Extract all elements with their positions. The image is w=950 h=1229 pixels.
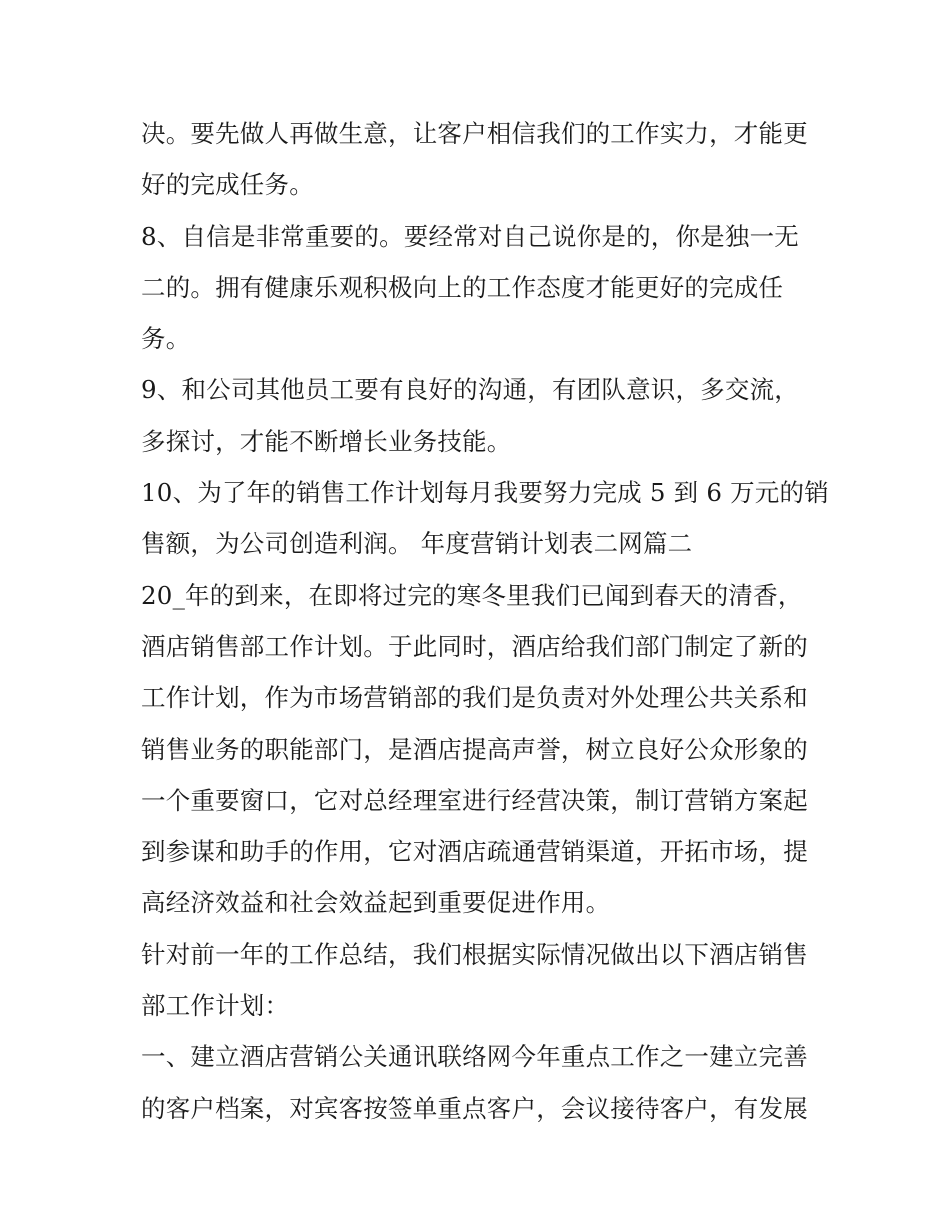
text-line: 8、自信是非常重要的。要经常对自己说你是的，你是独一无: [141, 221, 799, 251]
text-line: 销售业务的职能部门，是酒店提高声誉，树立良好公众形象的: [141, 734, 808, 764]
text-line: 到参谋和助手的作用，它对酒店疏通营销渠道，开拓市场，提: [141, 837, 808, 867]
text-line: 工作计划，作为市场营销部的我们是负责对外处理公共关系和: [141, 683, 808, 713]
text-line: 高经济效益和社会效益起到重要促进作用。: [141, 888, 611, 918]
text-line: 二的。拥有健康乐观积极向上的工作态度才能更好的完成任: [141, 272, 784, 302]
text-line: 好的完成任务。: [141, 170, 314, 200]
text-line: 部工作计划：: [141, 991, 290, 1021]
text-line: 多探讨，才能不断增长业务技能。: [141, 426, 512, 456]
text-line: 10、为了年的销售工作计划每月我要努力完成 5 到 6 万元的销: [141, 478, 829, 508]
text-line: 一个重要窗口，它对总经理室进行经营决策，制订营销方案起: [141, 785, 808, 815]
text-line: 20_年的到来，在即将过完的寒冬里我们已闻到春天的清香，: [141, 580, 803, 610]
text-line: 酒店销售部工作计划。于此同时，酒店给我们部门制定了新的: [141, 631, 808, 661]
text-line: 决。要先做人再做生意，让客户相信我们的工作实力，才能更: [141, 119, 808, 148]
text-line: 针对前一年的工作总结，我们根据实际情况做出以下酒店销售: [141, 939, 808, 969]
text-line: 9、和公司其他员工要有良好的沟通，有团队意识，多交流，: [141, 375, 799, 405]
text-line: 务。: [141, 324, 191, 354]
text-line: 售额，为公司创造利润。 年度营销计划表二网篇二: [141, 529, 693, 559]
text-line: 的客户档案，对宾客按签单重点客户，会议接待客户，有发展: [141, 1093, 808, 1123]
document-body: [141, 108, 829, 1134]
text-line: 一、建立酒店营销公关通讯联络网今年重点工作之一建立完善: [141, 1042, 808, 1072]
